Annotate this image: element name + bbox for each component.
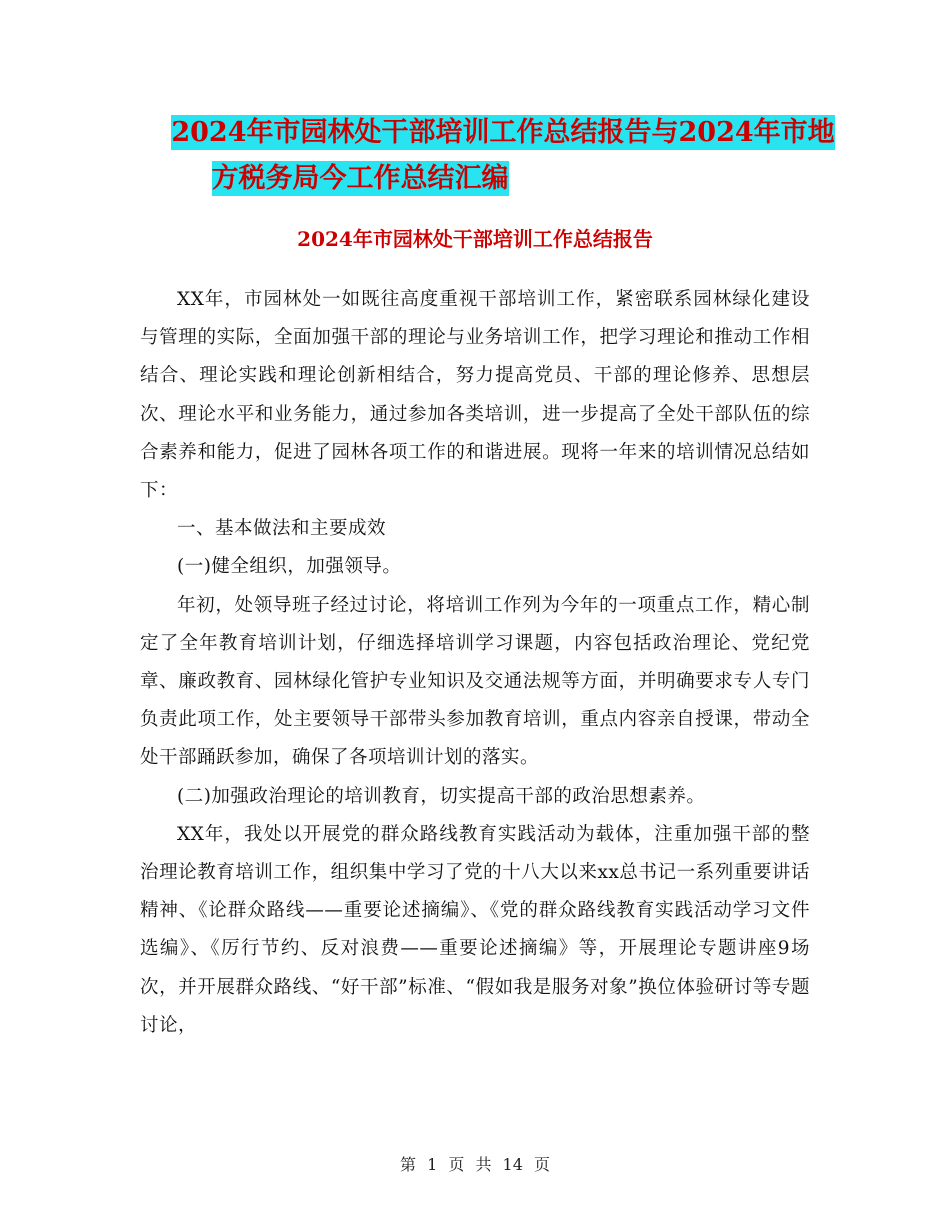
heading-organization: (一)健全组织，加强领导。	[177, 556, 402, 578]
body-paragraph-political-theory: XX年，我处以开展党的群众路线教育实践活动为载体，注重加强干部的整治理论教育培训工作，组织集中学习了党的十八大以来xx总书记一系列重要讲话精神、《论群众路线——重要论述摘编》、《党的群众路线教育实践活动学习文件选编》、《厉行节约、反对浪费——重要论述摘编》等，开展理论专题讲座9场次，并开展群众路线、“好干部”标准、“假如我是服务对象”换位体验研讨等专题讨论，	[140, 823, 810, 1036]
body-paragraph-organization: 年初，处领导班子经过讨论，将培训工作列为今年的一项重点工作，精心制定了全年教育培训计划，仔细选择培训学习课题，内容包括政治理论、党纪党章、廉政教育、园林绿化管护专业知识及交通法规等方面，并明确要求专人专门负责此项工作，处主要领导干部带头参加教育培训，重点内容亲自授课，带动全处干部踊跃参加，确保了各项培训计划的落实。	[140, 594, 810, 769]
heading-political-theory: (二)加强政治理论的培训教育，切实提高干部的政治思想素养。	[177, 785, 706, 807]
document-title-line-2: 方税务局今工作总结汇编	[211, 163, 509, 194]
heading-basic-practices: 一、基本做法和主要成效	[177, 518, 387, 540]
section-title: 2024年市园林处干部培训工作总结报告	[297, 227, 653, 251]
document-title-line-1: 2024年市园林处干部培训工作总结报告与2024年市地	[171, 117, 835, 148]
body-paragraph-intro: XX年，市园林处一如既往高度重视干部培训工作，紧密联系园林绿化建设与管理的实际，全面加强干部的理论与业务培训工作，把学习理论和推动工作相结合、理论实践和理论创新相结合，努力提高党员、干部的理论修养、思想层次、理论水平和业务能力，通过参加各类培训，进一步提高了全处干部队伍的综合素养和能力，促进了园林各项工作的和谐进展。现将一年来的培训情况总结如下：	[140, 289, 810, 502]
document-body	[140, 281, 810, 1045]
page-footer: 第 1 页 共 14 页	[400, 1155, 550, 1174]
document-title	[0, 110, 950, 202]
